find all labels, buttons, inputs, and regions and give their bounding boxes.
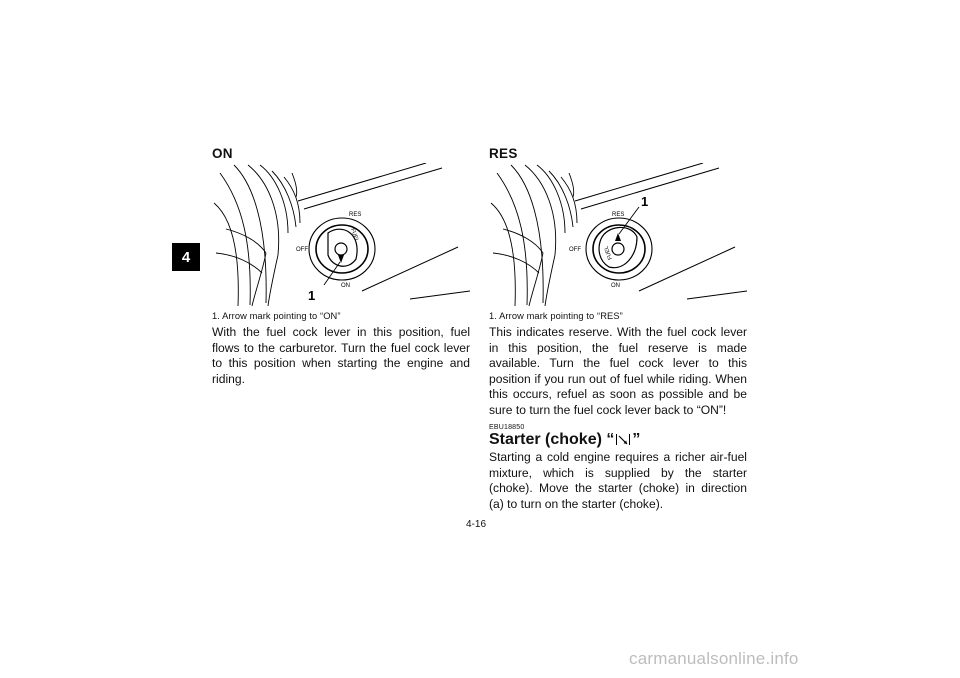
- chapter-tab: 4: [172, 243, 200, 271]
- off-label: OFF: [569, 247, 581, 253]
- callout-number: 1: [641, 194, 649, 209]
- fuel-label: FUEL: [603, 245, 614, 261]
- on-label: ON: [341, 283, 350, 289]
- on-description: With the fuel cock lever in this position, fuel flows to the carburetor. Turn the fuel cock lever to this position when starting the engine and riding.: [212, 325, 470, 386]
- figure-caption: 1. Arrow mark pointing to “ON”: [212, 311, 341, 321]
- callout-number: 1: [308, 288, 316, 303]
- section-title: [489, 431, 640, 449]
- res-label: RES: [349, 212, 362, 218]
- res-description: This indicates reserve. With the fuel cock lever in this position, the fuel reserve is made available. Turn the fuel cock lever to this position if you run out of fuel while riding. When this occurs, refuel as soon as possible and be sure to turn the fuel cock lever back to “ON”!: [489, 325, 747, 417]
- starter-description: Starting a cold engine requires a richer air-fuel mixture, which is supplied by the starter (choke). Move the starter (choke) in direction (a) to turn on the starter (choke).: [489, 450, 747, 511]
- figure-caption: 1. Arrow mark pointing to “RES”: [489, 311, 623, 321]
- heading-on: ON: [212, 146, 233, 161]
- choke-icon: [615, 433, 631, 446]
- fuel-cock-on-illustration: [212, 163, 470, 308]
- fuel-cock-res-illustration: [489, 163, 747, 308]
- res-label: RES: [612, 212, 625, 218]
- fuel-label: FUEL: [349, 227, 360, 243]
- section-title-prefix: Starter (choke) “: [489, 431, 615, 448]
- watermark: carmanualsonline.info: [629, 649, 799, 668]
- page-number: 4-16: [466, 519, 487, 530]
- heading-res: RES: [489, 146, 518, 161]
- on-label: ON: [611, 283, 620, 289]
- section-title-suffix: ”: [632, 431, 641, 448]
- section-code: EBU18850: [489, 424, 525, 431]
- off-label: OFF: [296, 247, 308, 253]
